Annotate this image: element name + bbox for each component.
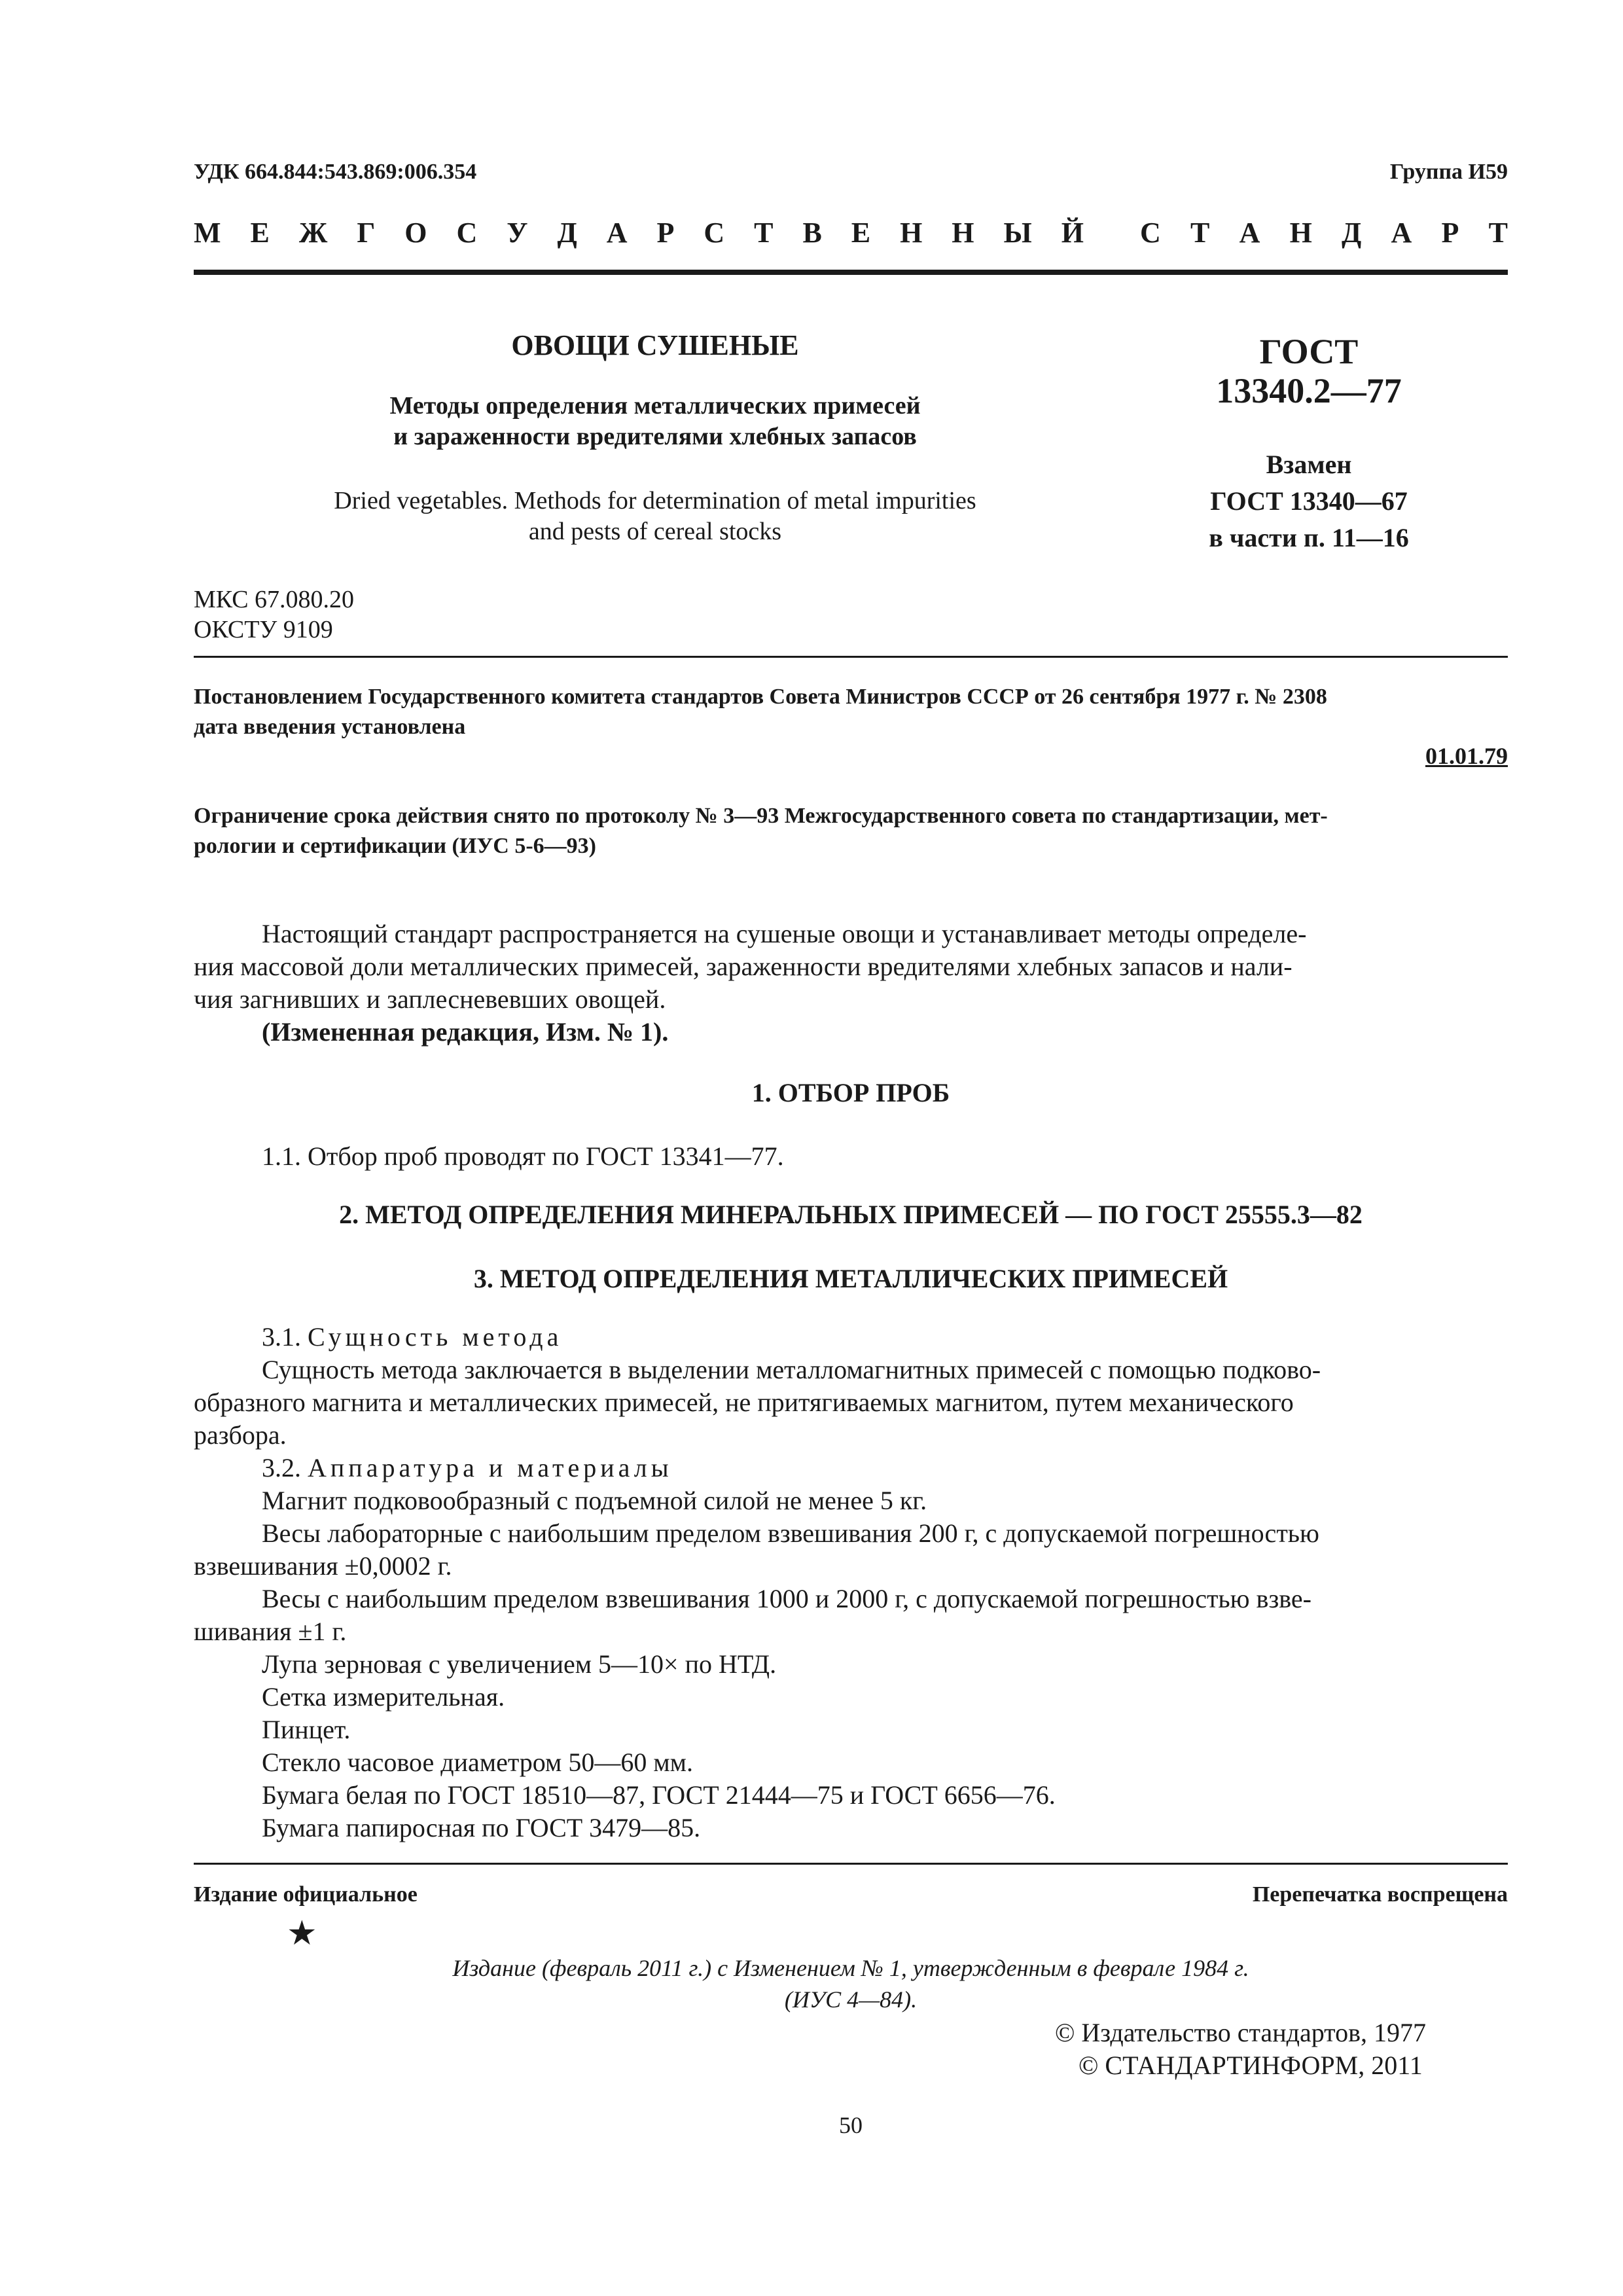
tissue-paper-line: Бумага папиросная по ГОСТ 3479—85. xyxy=(262,1813,701,1842)
replaces-part: в части п. 11—16 xyxy=(1209,523,1409,552)
standard-type-letter-17: Й xyxy=(1061,217,1084,249)
decree-line-2: дата введения установлена xyxy=(194,715,466,739)
subtitle-line-2: и зараженности вредителями хлебных запасов xyxy=(393,423,917,450)
item-3-1-number: 3.1. xyxy=(262,1322,301,1352)
standard-type-heading xyxy=(194,216,1084,249)
copyright-2011: © СТАНДАРТИНФОРМ, 2011 xyxy=(1079,2051,1423,2080)
english-title-line-1: Dried vegetables. Methods for determination of metal impurities xyxy=(334,487,976,514)
gost-number: 13340.2—77 xyxy=(1216,371,1402,410)
standard-type-letter-9: Р xyxy=(656,217,675,249)
essence-line-1: Сущность метода заключается в выделении металломагнитных примесей с помощью подково- xyxy=(262,1355,1321,1384)
udk-code: УДК 664.844:543.869:006.354 xyxy=(194,160,477,184)
standard-word-letter-3: Н xyxy=(1289,217,1312,249)
standard-type-letter-4: О xyxy=(404,217,427,249)
scales-2-line-2: шивания ±1 г. xyxy=(194,1617,347,1646)
loupe-line: Лупа зерновая с увеличением 5—10× по НТД. xyxy=(262,1649,777,1679)
grid-line: Сетка измерительная. xyxy=(262,1682,505,1712)
watch-glass-line: Стекло часовое диаметром 50—60 мм. xyxy=(262,1748,693,1777)
standard-word-letter-7: Т xyxy=(1488,217,1508,249)
decree-line-1: Постановлением Государственного комитета стандартов Совета Министров СССР от 26 сентября 1977 г. № 2308 xyxy=(194,685,1327,709)
standard-word-letter-0: С xyxy=(1140,217,1161,249)
scales-2-line-1: Весы с наибольшим пределом взвешивания 1000 и 2000 г, с допускаемой погрешностью взве- xyxy=(262,1584,1311,1613)
magnet-line: Магнит подковообразный с подъемной силой не менее 5 кг. xyxy=(262,1486,927,1515)
intro-amendment: (Измененная редакция, Изм. № 1). xyxy=(262,1017,669,1047)
standard-word-letter-5: А xyxy=(1391,217,1412,249)
white-paper-line: Бумага белая по ГОСТ 18510—87, ГОСТ 21444—75 и ГОСТ 6656—76. xyxy=(262,1780,1056,1810)
document-title: ОВОЩИ СУШЕНЫЕ xyxy=(511,329,799,361)
header-rule xyxy=(194,270,1508,275)
standard-type-letter-16: Ы xyxy=(1003,217,1032,249)
standard-type-letter-7: Д xyxy=(557,217,577,249)
standard-type-letter-6: У xyxy=(507,217,528,249)
scales-1-line-2: взвешивания ±0,0002 г. xyxy=(194,1551,452,1581)
okstu-code: ОКСТУ 9109 xyxy=(194,616,333,643)
page-number: 50 xyxy=(839,2112,863,2138)
reprint-prohibited-label: Перепечатка воспрещена xyxy=(1252,1882,1508,1907)
standard-word-letter-2: А xyxy=(1239,217,1260,249)
standard-word-heading xyxy=(1140,216,1508,249)
essence-line-3: разбора. xyxy=(194,1420,287,1450)
item-1-1: 1.1. Отбор проб проводят по ГОСТ 13341—77. xyxy=(262,1141,784,1171)
standard-type-letter-13: Е xyxy=(851,217,871,249)
intro-line-3: чия загнивших и заплесневевших овощей. xyxy=(194,984,666,1014)
item-3-1 xyxy=(262,1321,562,1354)
scales-1-line-1: Весы лабораторные с наибольшим пределом взвешивания 200 г, с допускаемой погрешностью xyxy=(262,1518,1319,1548)
essence-line-2: образного магнита и металлических примесей, не притягиваемых магнитом, путем механического xyxy=(194,1388,1294,1417)
footer-rule xyxy=(194,1863,1508,1865)
standard-type-letter-3: Г xyxy=(357,217,376,249)
section-2-heading: 2. МЕТОД ОПРЕДЕЛЕНИЯ МИНЕРАЛЬНЫХ ПРИМЕСЕЙ — ПО ГОСТ 25555.3—82 xyxy=(339,1200,1363,1229)
title-block-rule xyxy=(194,656,1508,658)
standard-word-letter-1: Т xyxy=(1190,217,1210,249)
edition-note-line-1: Издание (февраль 2011 г.) с Изменением № 1, утвержденным в феврале 1984 г. xyxy=(452,1955,1249,1981)
copyright-1977: © Издательство стандартов, 1977 xyxy=(1055,2018,1427,2047)
standard-type-letter-11: Т xyxy=(754,217,774,249)
introduction-date: 01.01.79 xyxy=(1425,743,1508,769)
replaces-label: Взамен xyxy=(1266,450,1352,479)
english-title-line-2: and pests of cereal stocks xyxy=(528,518,782,545)
standard-type-letter-8: А xyxy=(606,217,628,249)
group-code: Группа И59 xyxy=(1389,160,1508,184)
intro-line-2: ния массовой доли металлических примесей, зараженности вредителями хлебных запасов и нали- xyxy=(194,952,1293,981)
item-3-2-title: Аппаратура и материалы xyxy=(308,1453,673,1482)
standard-type-letter-2: Ж xyxy=(298,217,328,249)
section-1-heading: 1. ОТБОР ПРОБ xyxy=(751,1078,950,1107)
edition-note-line-2: (ИУС 4—84). xyxy=(784,1986,918,2013)
limit-line-1: Ограничение срока действия снято по протоколу № 3—93 Межгосударственного совета по стандартизации, мет- xyxy=(194,804,1328,828)
standard-type-letter-1: Е xyxy=(250,217,270,249)
tweezers-line: Пинцет. xyxy=(262,1715,351,1744)
intro-line-1: Настоящий стандарт распространяется на сушеные овощи и устанавливает методы определе- xyxy=(262,919,1307,948)
standard-type-letter-10: С xyxy=(704,217,725,249)
item-3-1-title: Сущность метода xyxy=(308,1322,563,1352)
item-3-2 xyxy=(262,1452,673,1484)
gost-label: ГОСТ xyxy=(1259,332,1359,371)
mks-code: МКС 67.080.20 xyxy=(194,586,355,613)
standard-type-letter-14: Н xyxy=(900,217,923,249)
standard-type-letter-0: М xyxy=(194,217,221,249)
replaces-gost: ГОСТ 13340—67 xyxy=(1210,486,1408,516)
official-edition-label: Издание официальное xyxy=(194,1882,418,1907)
section-3-heading: 3. МЕТОД ОПРЕДЕЛЕНИЯ МЕТАЛЛИЧЕСКИХ ПРИМЕСЕЙ xyxy=(473,1264,1228,1293)
limit-line-2: рологии и сертификации (ИУС 5-6—93) xyxy=(194,834,596,858)
subtitle-line-1: Методы определения металлических примесей xyxy=(389,392,921,420)
standard-type-letter-12: В xyxy=(802,217,822,249)
standard-word-letter-4: Д xyxy=(1342,217,1362,249)
standard-type-letter-15: Н xyxy=(952,217,974,249)
item-3-2-number: 3.2. xyxy=(262,1453,301,1482)
standard-type-letter-5: С xyxy=(456,217,478,249)
star-icon: ★ xyxy=(287,1914,317,1953)
standard-word-letter-6: Р xyxy=(1441,217,1459,249)
